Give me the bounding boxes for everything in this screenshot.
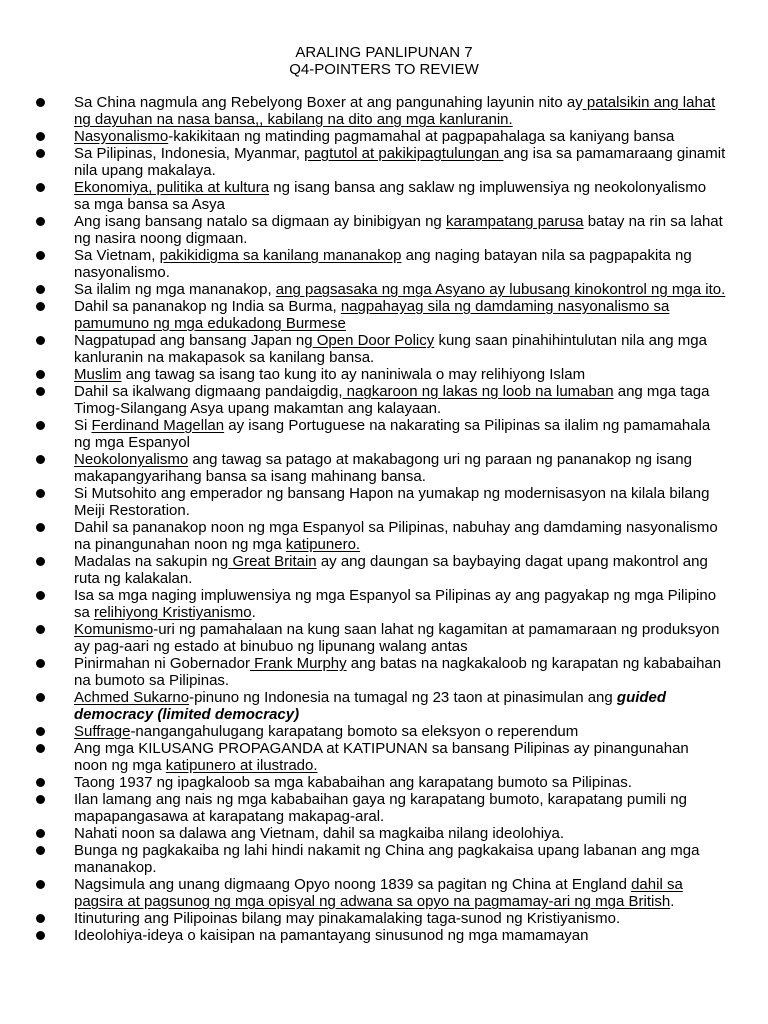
list-item [36, 587, 726, 621]
bullet-icon [36, 693, 45, 702]
bullet-icon [36, 217, 45, 226]
list-item-text: Ferdinand Magellan [91, 417, 225, 434]
document-subtitle: Q4-POINTERS TO REVIEW [289, 61, 479, 78]
review-pointers-list [36, 94, 726, 944]
bullet-icon [36, 914, 45, 923]
list-item-text: nagpahayag sila ng damdaming nasyonalismo sa pamumuno ng mga edukadong Burmese [74, 298, 670, 332]
bullet-icon [36, 336, 45, 345]
list-item-text: Sa Vietnam, [74, 247, 160, 264]
list-item-text: Ang mga KILUSANG PROPAGANDA at KATIPUNAN sa bansang Pilipinas ay pinangunahan noon ng mga [74, 740, 689, 774]
list-item-text: Si Mutsohito ang emperador ng bansang Hapon na yumakap ng modernisasyon na kilala bilang Meiji Restoration. [74, 485, 710, 519]
list-item-text: karampatang parusa [445, 213, 584, 230]
list-item-text: Ekonomiya, pulitika at kultura [74, 179, 270, 196]
list-item-text: Dahil sa pananakop ng India sa Burma, [74, 298, 341, 315]
list-item-text: dahil sa pagsira at pagsunog ng mga opisyal ng adwana sa opyo na pagmamay-ari ng mga British [74, 876, 683, 910]
bullet-icon [36, 931, 45, 940]
list-item-text: Neokolonyalismo [74, 451, 189, 468]
bullet-icon [36, 132, 45, 141]
list-item-text: -pinuno ng Indonesia na tumagal ng 23 taon at pinasimulan ang [189, 689, 617, 706]
list-item-text: pagtutol at pakikipagtulungan [304, 145, 504, 162]
list-item-text: Pinirmahan ni Gobernador [74, 655, 250, 672]
list-item-text: Komunismo [74, 621, 154, 638]
list-item-text: kung saan pinahihintulutan nila ang mga kanluranin na makapasok sa kanilang bansa. [74, 332, 707, 366]
list-item [36, 485, 726, 519]
list-item [36, 213, 726, 247]
list-item-text: patalsikin ang lahat ng dayuhan na nasa bansa,, kabilang na dito ang mga kanluranin. [74, 94, 716, 128]
bullet-icon [36, 285, 45, 294]
list-item-text: ang pagsasaka ng mga Asyano ay lubusang kinokontrol ng mga ito. [275, 281, 726, 298]
bullet-icon [36, 795, 45, 804]
document-title: ARALING PANLIPUNAN 7 [295, 44, 473, 61]
list-item [36, 451, 726, 485]
list-item-text: ang isa sa pamamaraang ginamit nila upang makalaya. [74, 145, 726, 179]
list-item [36, 94, 726, 128]
list-item [36, 689, 726, 723]
list-item [36, 519, 726, 553]
list-item [36, 281, 726, 298]
bullet-icon [36, 302, 45, 311]
list-item-text: Taong 1937 ng ipagkaloob sa mga kababaihan ang karapatang bumoto sa Pilipinas. [74, 774, 632, 791]
bullet-icon [36, 778, 45, 787]
bullet-icon [36, 659, 45, 668]
list-item-text: Dahil sa pananakop noon ng mga Espanyol sa Pilipinas, nabuhay ang damdaming nasyonalismo na pinangunahan noon ng mga [74, 519, 718, 553]
list-item-text: Isa sa mga naging impluwensiya ng mga Espanyol sa Pilipinas ay ang pagyakap ng mga Pilipino sa [74, 587, 717, 621]
list-item [36, 145, 726, 179]
list-item-text: Muslim [74, 366, 122, 383]
bullet-icon [36, 727, 45, 736]
list-item-text: ay isang Portuguese na nakarating sa Pilipinas sa ilalim ng pamamahala ng mga Espanyol [74, 417, 711, 451]
list-item-text: Ang isang bansang natalo sa digmaan ay binibigyan ng [74, 213, 446, 230]
list-item-text: Nahati noon sa dalawa ang Vietnam, dahil sa magkaiba nilang ideolohiya. [74, 825, 565, 842]
list-item-text: Nasyonalismo [74, 128, 169, 145]
list-item [36, 553, 726, 587]
list-item [36, 247, 726, 281]
list-item-text: -kakikitaan ng matinding pagmamahal at pagpapahalaga sa kaniyang bansa [168, 128, 675, 145]
bullet-icon [36, 387, 45, 396]
list-item-text: pakikidigma sa kanilang mananakop [159, 247, 402, 264]
list-item-text: ang tawag sa isang tao kung ito ay naniniwala o may relihiyong Islam [121, 366, 586, 383]
list-item [36, 927, 726, 944]
list-item-text: -uri ng pamahalaan na kung saan lahat ng kagamitan at pamamaraan ng produksyon ay pag-aari ng estado at binubuo ng lipunang walang antas [74, 621, 720, 655]
bullet-icon [36, 591, 45, 600]
list-item-text: Sa ilalim ng mga mananakop, [74, 281, 276, 298]
list-item-text: Sa China nagmula ang Rebelyong Boxer at ang pangunahing layunin nito ay [74, 94, 583, 111]
bullet-icon [36, 183, 45, 192]
list-item [36, 332, 726, 366]
bullet-icon [36, 744, 45, 753]
list-item-text: nagkaroon ng lakas ng loob na lumaban [342, 383, 614, 400]
list-item-text: Great Britain [228, 553, 317, 570]
bullet-icon [36, 829, 45, 838]
list-item-text: Madalas na sakupin ng [74, 553, 229, 570]
bullet-icon [36, 98, 45, 107]
list-item-text: . [251, 604, 256, 621]
list-item [36, 417, 726, 451]
list-item-text: ng isang bansa ang saklaw ng impluwensiya ng neokolonyalismo sa mga bansa sa Asya [74, 179, 707, 213]
list-item [36, 298, 726, 332]
list-item-text: Ilan lamang ang nais ng mga kababaihan gaya ng karapatang bumoto, karapatang pumili ng mapapangasawa at karapatang makapag-aral. [74, 791, 687, 825]
bullet-icon [36, 557, 45, 566]
list-item-text: . [670, 893, 675, 910]
list-item-text: Achmed Sukarno [74, 689, 190, 706]
list-item-text: katipunero at ilustrado. [165, 757, 318, 774]
list-item-text: guided democracy (limited democracy) [74, 689, 667, 723]
list-item [36, 383, 726, 417]
list-item-text: -nangangahulugang karapatang bomoto sa eleksyon o reperendum [130, 723, 579, 740]
list-item-text: ang naging batayan nila sa pagpapakita ng nasyonalismo. [74, 247, 692, 281]
list-item-text: Suffrage [74, 723, 131, 740]
list-item-text: Frank Murphy [249, 655, 347, 672]
list-item-text: Itinuturing ang Pilipoinas bilang may pinakamalaking taga-sunod ng Kristiyanismo. [74, 910, 621, 927]
list-item [36, 910, 726, 927]
list-item-text: katipunero. [285, 536, 361, 553]
bullet-icon [36, 846, 45, 855]
list-item-text: ang batas na nagkakaloob ng karapatan ng kababaihan na bumoto sa Pilipinas. [74, 655, 722, 689]
list-item [36, 179, 726, 213]
list-item-text: Si [74, 417, 92, 434]
list-item-text: batay na rin sa lahat ng nasira noong digmaan. [74, 213, 723, 247]
list-item [36, 791, 726, 825]
bullet-icon [36, 625, 45, 634]
list-item [36, 842, 726, 876]
bullet-icon [36, 455, 45, 464]
bullet-icon [36, 880, 45, 889]
list-item [36, 740, 726, 774]
list-item [36, 723, 726, 740]
bullet-icon [36, 489, 45, 498]
list-item-text: ang mga taga Timog-Silangang Asya upang makamtan ang kalayaan. [74, 383, 710, 417]
bullet-icon [36, 523, 45, 532]
list-item [36, 876, 726, 910]
bullet-icon [36, 370, 45, 379]
list-item-text: Open Door Policy [312, 332, 435, 349]
list-item-text: ang tawag sa patago at makabagong uri ng paraan ng pananakop ng isang makapangyarihang bansa sa isang mahinang bansa. [74, 451, 692, 485]
list-item-text: Ideolohiya-ideya o kaisipan na pamantayang sinusunod ng mga mamamayan [74, 927, 589, 944]
list-item-text: Nagsimula ang unang digmaang Opyo noong 1839 sa pagitan ng China at England [74, 876, 632, 893]
list-item-text: ay ang daungan sa baybaying dagat upang makontrol ang ruta ng kalakalan. [74, 553, 708, 587]
list-item-text: Bunga ng pagkakaiba ng lahi hindi nakamit ng China ang pagkakaisa upang labanan ang mga mananakop. [74, 842, 700, 876]
list-item [36, 825, 726, 842]
list-item-text: Dahil sa ikalwang digmaang pandaigdig, [74, 383, 343, 400]
bullet-icon [36, 421, 45, 430]
list-item [36, 621, 726, 655]
list-item [36, 655, 726, 689]
list-item [36, 366, 726, 383]
bullet-icon [36, 149, 45, 158]
list-item [36, 128, 726, 145]
list-item-text: Nagpatupad ang bansang Japan ng [74, 332, 313, 349]
bullet-icon [36, 251, 45, 260]
list-item-text: Sa Pilipinas, Indonesia, Myanmar, [74, 145, 305, 162]
list-item-text: relihiyong Kristiyanismo [94, 604, 252, 621]
list-item [36, 774, 726, 791]
